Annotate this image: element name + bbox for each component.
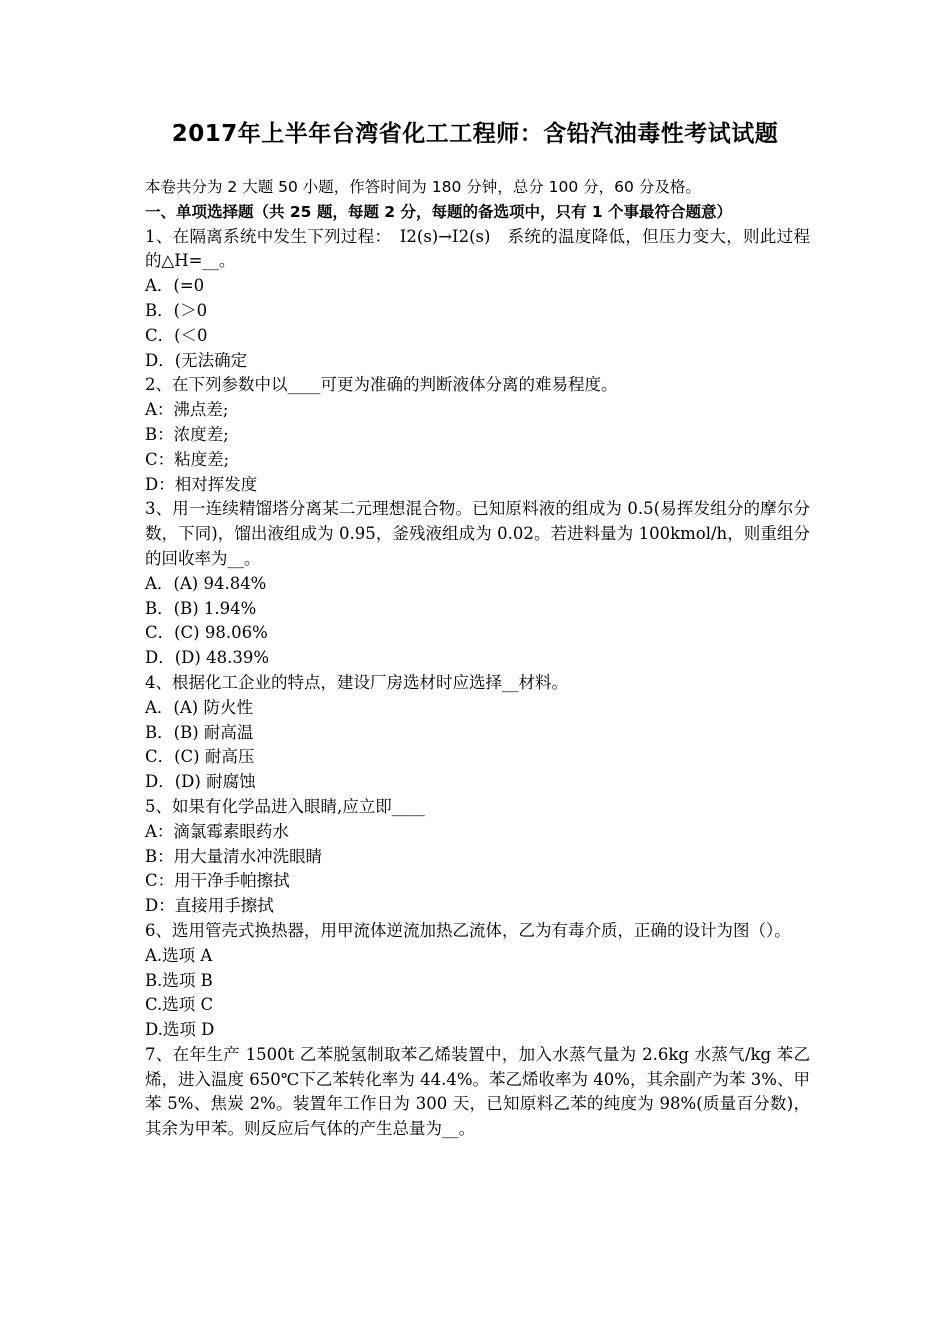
answer-option: D．(D) 耐腐蚀 bbox=[145, 772, 256, 792]
question-text: 6、选用管壳式换热器，用甲流体逆流加热乙流体，乙为有毒介质，正确的设计为图（）。 bbox=[145, 920, 791, 940]
answer-option: D．(无法确定 bbox=[145, 350, 248, 370]
answer-option: C．(＜0 bbox=[145, 325, 208, 345]
answer-option: A.选项 A bbox=[145, 945, 213, 965]
answer-option: C：粘度差; bbox=[145, 449, 230, 469]
document-body bbox=[145, 175, 810, 1142]
answer-option: B．(＞0 bbox=[145, 300, 208, 320]
question-text: 7、在年生产 1500t 乙苯脱氢制取苯乙烯装置中，加入水蒸气量为 2.6kg 水蒸气/kg 苯乙烯，进入温度 650℃下乙苯转化率为 44.4%。苯乙烯收率为 40%，其余副产为苯 3%、甲苯 5%、焦炭 2%。装置年工作日为 300 天，已知原料乙苯的纯度为 98%(质量百分数)，其余为甲苯。则反应后气体的产生总量为__。 bbox=[145, 1044, 810, 1139]
answer-option: A．(A) 94.84% bbox=[145, 573, 267, 593]
answer-option: D：直接用手擦拭 bbox=[145, 896, 274, 916]
question-text: 5、如果有化学品进入眼睛,应立即____ bbox=[145, 796, 425, 816]
question-text: 4、根据化工企业的特点，建设厂房选材时应选择__材料。 bbox=[145, 672, 568, 692]
question-block bbox=[145, 1043, 810, 1142]
answer-option: C．(C) 耐高压 bbox=[145, 747, 255, 767]
answer-option: A．(=0 bbox=[145, 276, 205, 296]
question-block bbox=[145, 919, 810, 1043]
answer-option: C：用干净手帕擦拭 bbox=[145, 871, 290, 891]
question-block bbox=[145, 671, 810, 795]
answer-option: C．(C) 98.06% bbox=[145, 623, 268, 643]
answer-option: A：沸点差; bbox=[145, 400, 229, 420]
section-heading: 一、单项选择题（共 25 题，每题 2 分，每题的备选项中，只有 1 个事最符合题意） bbox=[145, 202, 733, 221]
answer-option: B．(B) 1.94% bbox=[145, 598, 257, 618]
question-text: 2、在下列参数中以____可更为准确的判断液体分离的难易程度。 bbox=[145, 375, 618, 395]
question-block bbox=[145, 795, 810, 919]
answer-option: B：浓度差; bbox=[145, 424, 229, 444]
answer-option: A：滴氯霉素眼药水 bbox=[145, 821, 289, 841]
question-block bbox=[145, 225, 810, 374]
answer-option: A．(A) 防火性 bbox=[145, 697, 253, 717]
question-block bbox=[145, 497, 810, 671]
answer-option: B：用大量清水冲洗眼睛 bbox=[145, 846, 323, 866]
exam-intro: 本卷共分为 2 大题 50 小题，作答时间为 180 分钟，总分 100 分，60 分及格。 bbox=[145, 178, 701, 196]
answer-option: B．(B) 耐高温 bbox=[145, 722, 254, 742]
answer-option: D.选项 D bbox=[145, 1020, 215, 1040]
answer-option: B.选项 B bbox=[145, 970, 213, 990]
question-text: 1、在隔离系统中发生下列过程： I2(s)→I2(s) 系统的温度降低，但压力变大，则此过程的△H=__。 bbox=[145, 226, 810, 271]
question-block bbox=[145, 373, 810, 497]
answer-option: D：相对挥发度 bbox=[145, 474, 258, 494]
question-text: 3、用一连续精馏塔分离某二元理想混合物。已知原料液的组成为 0.5(易挥发组分的摩尔分数，下同)，馏出液组成为 0.95，釜残液组成为 0.02。若进料量为 100kmol/h，则重组分的回收率为__。 bbox=[145, 499, 810, 568]
answer-option: D．(D) 48.39% bbox=[145, 648, 269, 668]
answer-option: C.选项 C bbox=[145, 995, 214, 1015]
document-title: 2017年上半年台湾省化工工程师：含铅汽油毒性考试试题 bbox=[171, 121, 779, 147]
